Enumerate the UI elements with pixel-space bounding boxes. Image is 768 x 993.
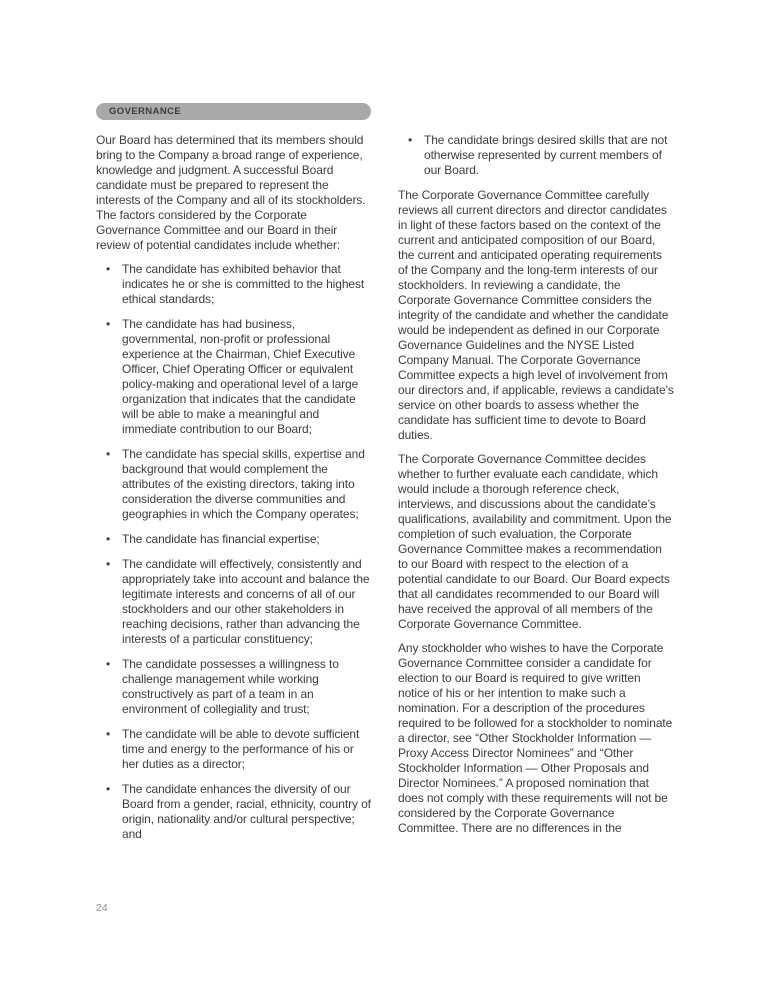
candidate-factors-list-continued: [398, 133, 674, 178]
page-number: 24: [96, 902, 108, 914]
section-header-governance: GOVERNANCE: [96, 103, 371, 120]
candidate-factors-list: [96, 262, 372, 842]
list-item: [96, 557, 372, 647]
list-item: [96, 262, 372, 307]
list-item-text: The candidate has exhibited behavior that indicates he or she is committed to the highest ethical standards;: [122, 262, 365, 306]
bullet-icon: •: [106, 317, 111, 331]
two-column-body: [96, 133, 674, 852]
bullet-icon: •: [106, 557, 111, 571]
list-item-text: The candidate has special skills, expertise and background that would complement the attributes of the existing directors, taking into consideration the diverse communities and geographies in which the Company operates;: [122, 447, 365, 521]
list-item-text: The candidate will effectively, consistently and appropriately take into account and balance the legitimate interests and concerns of all of our stockholders and our other stakeholders in reaching decisions, rather than advancing the interests of a particular constituency;: [122, 557, 370, 646]
list-item: [96, 447, 372, 522]
bullet-icon: •: [106, 532, 111, 546]
list-item: [96, 727, 372, 772]
bullet-icon: •: [106, 262, 111, 276]
list-item: [96, 782, 372, 842]
list-item-text: The candidate brings desired skills that are not otherwise represented by current members of our Board.: [424, 133, 668, 177]
list-item-text: The candidate enhances the diversity of our Board from a gender, racial, ethnicity, country of origin, nationality and/or cultural perspective; and: [122, 782, 371, 841]
right-column: [398, 133, 674, 852]
bullet-icon: •: [408, 133, 413, 147]
list-item: [398, 133, 674, 178]
list-item: [96, 532, 372, 547]
bullet-icon: •: [106, 657, 111, 671]
bullet-icon: •: [106, 782, 111, 796]
bullet-icon: •: [106, 447, 111, 461]
list-item: [96, 317, 372, 437]
list-item-text: The candidate has had business, governmental, non-profit or professional experience at the Chairman, Chief Executive Officer, Chief Operating Officer or equivalent policy-making and operational level of a large organization that indicates that the candidate will be able to make a meaningful and immediate contribution to our Board;: [122, 317, 359, 436]
body-paragraph: Any stockholder who wishes to have the Corporate Governance Committee consider a candidate for election to our Board is required to give written notice of his or her intention to make such a nomination. For a description of the procedures required to be followed for a stockholder to nominate a director, see “Other Stockholder Information — Proxy Access Director Nominees” and “Other Stockholder Information — Other Proposals and Director Nominees.” A proposed nomination that does not comply with these requirements will not be considered by the Corporate Governance Committee. There are no differences in the: [398, 641, 673, 835]
list-item: [96, 657, 372, 717]
left-column: [96, 133, 372, 852]
body-paragraph: The Corporate Governance Committee decides whether to further evaluate each candidate, which would include a thorough reference check, interviews, and discussions about the candidate’s qualifications, availability and commitment. Upon the completion of such evaluation, the Corporate Governance Committee makes a recommendation to our Board with respect to the election of a potential candidate to our Board. Our Board expects that all candidates recommended to our Board will have received the approval of all members of the Corporate Governance Committee.: [398, 452, 672, 631]
body-paragraph: The Corporate Governance Committee carefully reviews all current directors and director candidates in light of these factors based on the context of the current and anticipated composition of our Board, the current and anticipated operating requirements of the Company and the long-term interests of our stockholders. In reviewing a candidate, the Corporate Governance Committee considers the integrity of the candidate and whether the candidate would be independent as defined in our Corporate Governance Guidelines and the NYSE Listed Company Manual. The Corporate Governance Committee expects a high level of involvement from our directors and, if applicable, reviews a candidate’s service on other boards to assess whether the candidate has sufficient time to devote to Board duties.: [398, 188, 674, 442]
intro-paragraph: Our Board has determined that its members should bring to the Company a broad range of experience, knowledge and judgment. A successful Board candidate must be prepared to represent the interests of the Company and all of its stockholders. The factors considered by the Corporate Governance Committee and our Board in their review of potential candidates include whether:: [96, 133, 366, 252]
list-item-text: The candidate has financial expertise;: [122, 532, 320, 546]
list-item-text: The candidate will be able to devote sufficient time and energy to the performance of his or her duties as a director;: [122, 727, 360, 771]
list-item-text: The candidate possesses a willingness to challenge management while working constructively as part of a team in an environment of collegiality and trust;: [122, 657, 339, 716]
bullet-icon: •: [106, 727, 111, 741]
